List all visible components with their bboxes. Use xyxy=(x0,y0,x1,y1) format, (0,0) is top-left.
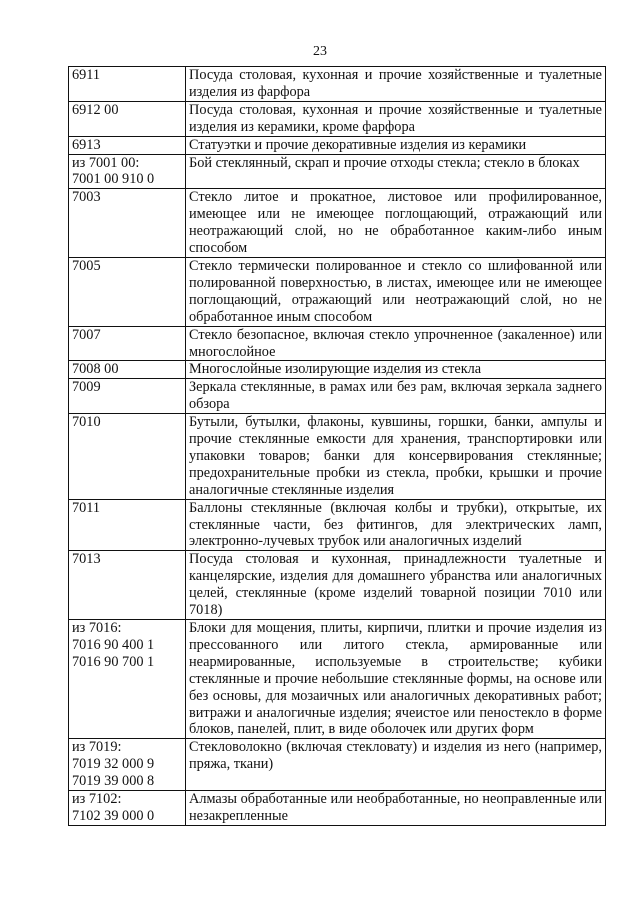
code-line: 7013 xyxy=(72,551,101,568)
code-cell xyxy=(69,189,186,258)
description-cell: Стекло литое и прокатное, листовое или профилированное, имеющее или не имеющее поглощающий, отражающий или неотражающий слой, но не обработанное каким-либо иным способом xyxy=(186,189,606,258)
description-cell: Многослойные изолирующие изделия из стекла xyxy=(186,361,606,379)
code-cell xyxy=(69,379,186,414)
code-line: из 7019: xyxy=(72,739,122,756)
code-line: 6911 xyxy=(72,67,101,83)
code-cell xyxy=(69,499,186,551)
code-line: 7016 90 700 1 xyxy=(72,653,155,670)
code-cell xyxy=(69,154,186,189)
table-row xyxy=(69,620,606,739)
page-number: 23 xyxy=(313,44,327,59)
description-cell: Баллоны стеклянные (включая колбы и трубки), открытые, их стеклянные части, без фитингов, для электрических ламп, электронно-лучевых трубок или аналогичных изделий xyxy=(186,499,606,551)
description-cell: Стекловолокно (включая стекловату) и изделия из него (например, пряжа, ткани) xyxy=(186,739,606,791)
code-cell xyxy=(69,620,186,739)
code-line: 7011 xyxy=(72,499,101,516)
code-cell xyxy=(69,101,186,136)
code-line: 7003 xyxy=(72,189,101,206)
table-row xyxy=(69,414,606,500)
description-cell: Зеркала стеклянные, в рамах или без рам, включая зеркала заднего обзора xyxy=(186,379,606,414)
code-line: из 7016: xyxy=(72,620,122,636)
table-row xyxy=(69,791,606,826)
description-cell: Статуэтки и прочие декоративные изделия из керамики xyxy=(186,136,606,154)
table-row xyxy=(69,499,606,551)
table-row xyxy=(69,189,606,258)
code-line: 7016 90 400 1 xyxy=(72,636,155,653)
table-row xyxy=(69,101,606,136)
description-cell: Блоки для мощения, плиты, кирпичи, плитки и прочие изделия из прессованного или литого стекла, армированные или неармированные, используемые в строительстве; кубики стеклянные и прочие небольшие стеклянные формы, на основе или без основы, для мозаичных или аналогичных декоративных работ; витражи и аналогичные изделия; ячеистое или пеностекло в форме блоков, панелей, плит, в виде оболочек или других форм xyxy=(186,620,606,739)
code-line: 7008 00 xyxy=(72,361,119,378)
code-cell xyxy=(69,326,186,361)
code-line: из 7001 00: xyxy=(72,154,140,171)
table-body xyxy=(69,67,606,826)
description-cell: Алмазы обработанные или необработанные, но неоправленные или незакрепленные xyxy=(186,791,606,826)
code-line: 7019 39 000 8 xyxy=(72,773,155,790)
code-cell xyxy=(69,791,186,826)
description-cell: Бутыли, бутылки, флаконы, кувшины, горшки, банки, ампулы и прочие стеклянные емкости для хранения, транспортировки или упаковки товаров; банки для консервирования стеклянные; предохранительные пробки из стекла, пробки, крышки и прочие аналогичные стеклянные изделия xyxy=(186,414,606,500)
code-line: 7010 xyxy=(72,414,101,431)
code-line: 7009 xyxy=(72,379,101,396)
code-line: 7001 00 910 0 xyxy=(72,171,155,188)
code-cell xyxy=(69,551,186,620)
table-row xyxy=(69,136,606,154)
code-line: 6913 xyxy=(72,136,101,153)
code-cell xyxy=(69,361,186,379)
description-cell: Посуда столовая и кухонная, принадлежности туалетные и канцелярские, изделия для домашнего убранства или аналогичных целей, стеклянные (кроме изделий товарной позиции 7010 или 7018) xyxy=(186,551,606,620)
code-cell xyxy=(69,257,186,326)
table-row xyxy=(69,67,606,102)
table-row xyxy=(69,739,606,791)
code-line: из 7102: xyxy=(72,791,122,808)
code-line: 7019 32 000 9 xyxy=(72,756,155,773)
code-cell xyxy=(69,67,186,102)
code-line: 7005 xyxy=(72,257,101,274)
table-row xyxy=(69,551,606,620)
code-line: 7102 39 000 0 xyxy=(72,807,155,824)
table-row xyxy=(69,379,606,414)
description-cell: Стекло термически полированное и стекло со шлифованной или полированной поверхностью, в листах, имеющее или не имеющее поглощающий, отражающий или неотражающий слой, но не обработанное иным способом xyxy=(186,257,606,326)
code-cell xyxy=(69,136,186,154)
code-cell xyxy=(69,414,186,500)
table-row xyxy=(69,326,606,361)
code-line: 7007 xyxy=(72,326,101,343)
tariff-code-table xyxy=(68,66,606,826)
description-cell: Стекло безопасное, включая стекло упрочненное (закаленное) или многослойное xyxy=(186,326,606,361)
description-cell: Посуда столовая, кухонная и прочие хозяйственные и туалетные изделия из керамики, кроме фарфора xyxy=(186,101,606,136)
code-cell xyxy=(69,739,186,791)
description-cell: Посуда столовая, кухонная и прочие хозяйственные и туалетные изделия из фарфора xyxy=(186,67,606,102)
table-row xyxy=(69,154,606,189)
table-row xyxy=(69,361,606,379)
description-cell: Бой стеклянный, скрап и прочие отходы стекла; стекло в блоках xyxy=(186,154,606,189)
table-row xyxy=(69,257,606,326)
code-line: 6912 00 xyxy=(72,101,119,118)
